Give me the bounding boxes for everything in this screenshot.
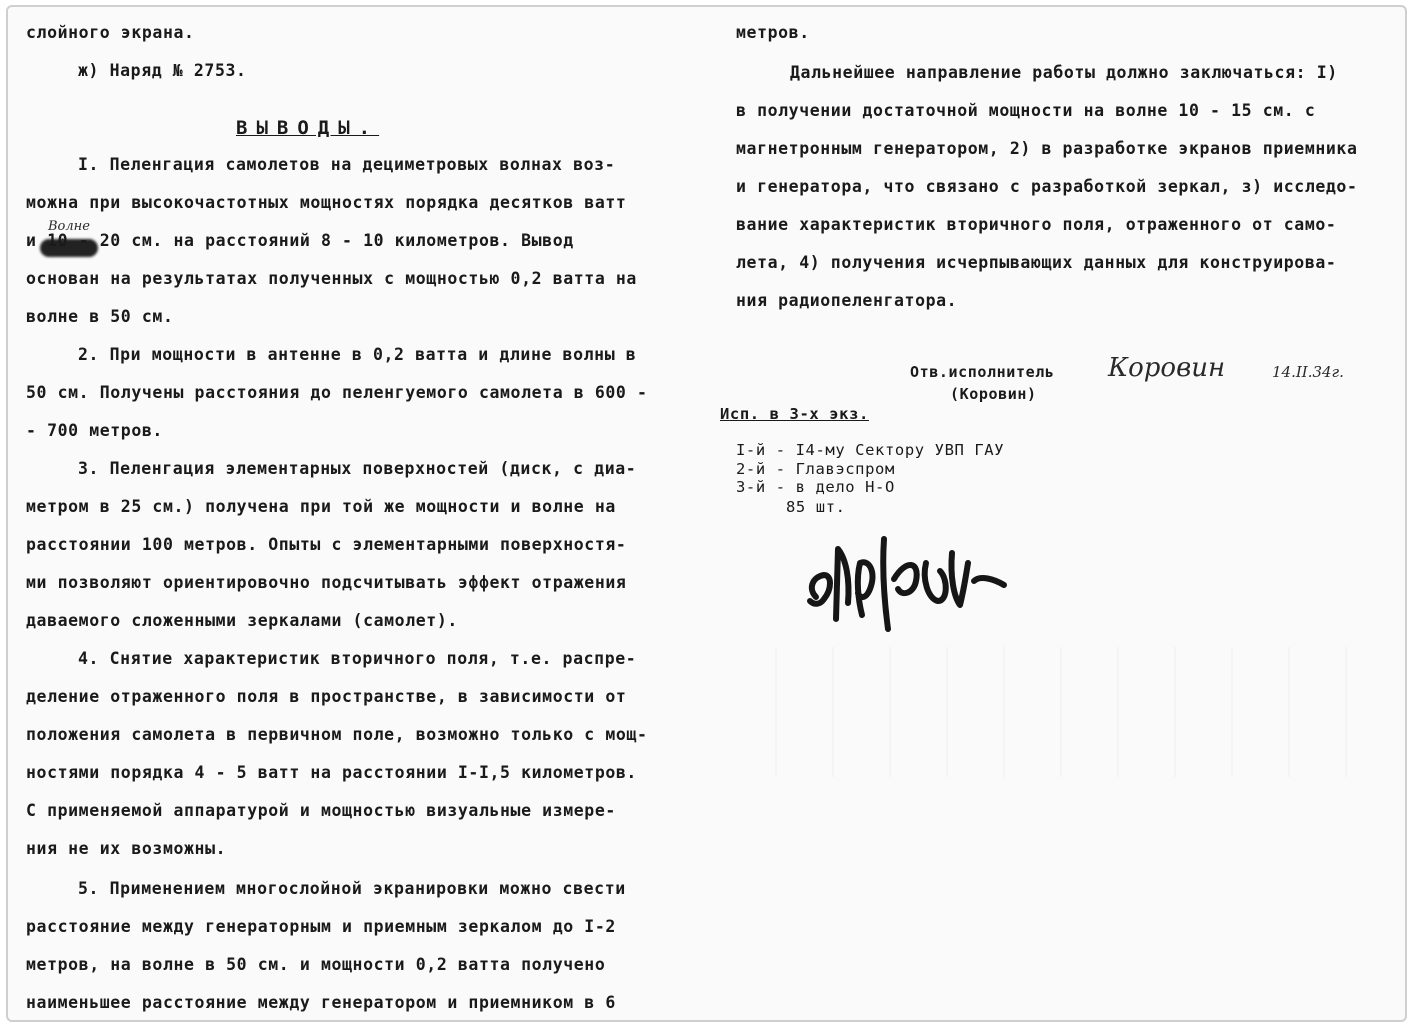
- text-line: ния не их возможны.: [26, 839, 227, 858]
- text-line: волне в 50 см.: [26, 307, 174, 326]
- text-line: ми позволяют ориентировочно подсчитывать эффект отражения: [26, 573, 627, 592]
- executor-name: (Коровин): [950, 385, 1037, 403]
- document-page: [6, 5, 1407, 1022]
- director-signature-icon: [798, 519, 1018, 649]
- distribution-header: Исп. в 3-х экз.: [720, 405, 869, 423]
- text-line: метром в 25 см.) получена при той же мощности и волне на: [26, 497, 616, 516]
- text-line: 3. Пеленгация элементарных поверхностей (диск, с диа-: [78, 459, 637, 478]
- distribution-item: 3-й - в дело Н-О: [736, 478, 895, 496]
- text-line: магнетронным генератором, 2) в разработке экранов приемника: [736, 139, 1358, 158]
- text-line: I. Пеленгация самолетов на дециметровых волнах воз-: [78, 155, 616, 174]
- handwritten-insertion: Волне: [48, 219, 90, 234]
- text-line: положения самолета в первичном поле, возможно только с мощ-: [26, 725, 648, 744]
- section-title: ВЫВОДЫ.: [236, 117, 380, 139]
- text-line: расстояние между генераторным и приемным зеркалом до I-2: [26, 917, 616, 936]
- copy-count: 85 шт.: [786, 498, 846, 516]
- text-line: наименьшее расстояние между генератором и приемником в 6: [26, 993, 616, 1012]
- text-line: ностями порядка 4 - 5 ватт на расстоянии I-I,5 километров.: [26, 763, 637, 782]
- distribution-item: I-й - I4-му Сектору УВП ГАУ: [736, 441, 1005, 459]
- text-line: метров.: [736, 23, 810, 42]
- text-line: вание характеристик вторичного поля, отраженного от само-: [736, 215, 1337, 234]
- text-line: основан на результатах полученных с мощностью 0,2 ватта на: [26, 269, 637, 288]
- handwritten-date: 14.II.34г.: [1272, 363, 1344, 381]
- text-line: С применяемой аппаратурой и мощностью визуальные измере-: [26, 801, 616, 820]
- handwritten-signature: Коровин: [1108, 353, 1226, 383]
- text-line: 50 см. Получены расстояния до пеленгуемого самолета в 600 -: [26, 383, 648, 402]
- text-line: 2. При мощности в антенне в 0,2 ватта и длине волны в: [78, 345, 637, 364]
- text-line: - 700 метров.: [26, 421, 163, 440]
- text-line: 4. Снятие характеристик вторичного поля, т.е. распре-: [78, 649, 637, 668]
- text-line: и генератора, что связано с разработкой зеркал, з) исследо-: [736, 177, 1358, 196]
- text-line: лета, 4) получения исчерпывающих данных для конструирова-: [736, 253, 1337, 272]
- text-line: и 10 - 20 см. на расстояний 8 - 10 километров. Вывод: [26, 231, 574, 250]
- text-line: можна при высокочастотных мощностях порядка десятков ватт: [26, 193, 627, 212]
- text-line: расстоянии 100 метров. Опыты с элементарными поверхностя-: [26, 535, 627, 554]
- text-line: деление отраженного поля в пространстве, в зависимости от: [26, 687, 627, 706]
- text-line: даваемого сложенными зеркалами (самолет).: [26, 611, 458, 630]
- scan-shadow: [720, 647, 1392, 777]
- text-line: метров, на волне в 50 см. и мощности 0,2 ватта получено: [26, 955, 606, 974]
- distribution-item: 2-й - Главэспром: [736, 460, 895, 478]
- text-line: ж) Наряд № 2753.: [78, 61, 247, 80]
- text-line: 5. Применением многослойной экранировки можно свести: [78, 879, 626, 898]
- executor-label: Отв.исполнитель: [910, 363, 1055, 381]
- text-line: Дальнейшее направление работы должно заключаться: I): [790, 63, 1338, 82]
- text-line: в получении достаточной мощности на волне 10 - 15 см. с: [736, 101, 1316, 120]
- text-line: ния радиопеленгатора.: [736, 291, 958, 310]
- text-line: слойного экрана.: [26, 23, 195, 42]
